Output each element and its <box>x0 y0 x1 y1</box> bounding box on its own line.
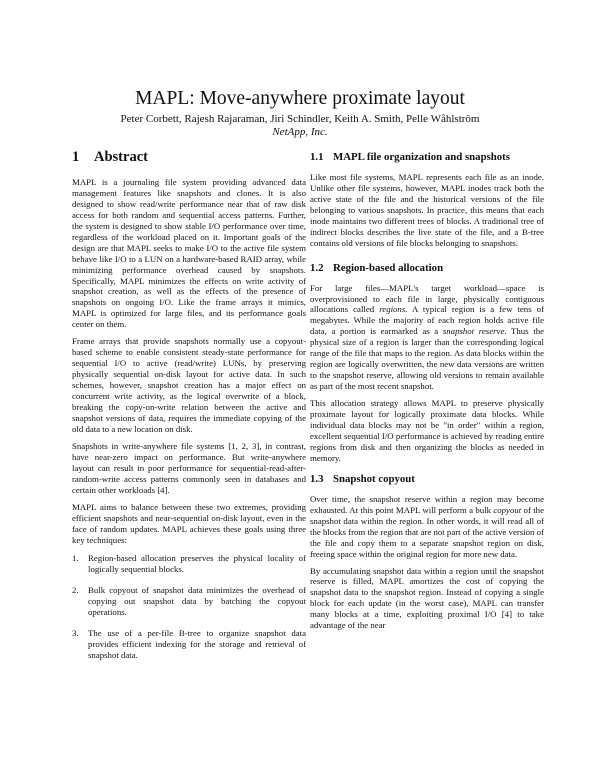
section-1-3-paragraph-1: Over time, the snapshot reserve within a region may become exhausted. At this point MAPL will perform a bulk copyout of the snapshot data within the region. In other words, it will read all of the blocks from the region that are not part of the active version of the file and copy them to a separate snapshot region on disk, freeing space within the original region for more new data. <box>310 493 544 559</box>
term-snapshot-reserve: snapshot reserve <box>442 326 505 337</box>
section-1-1-paragraph-1: Like most file systems, MAPL represents each file as an inode. Unlike other file systems, however, MAPL inodes track both the active state of the file and the historical versions of the file belonging to various snapshots. In practice, this means that each inode maintains two different trees of blocks. A traditional tree of indirect blocks describes the live state of the file, and a B-tree contains old versions of file blocks belonging to snapshots. <box>310 171 544 248</box>
section-title: Snapshot copyout <box>333 472 415 485</box>
list-number: 3. <box>72 628 79 639</box>
paper-title: MAPL: Move-anywhere proximate layout <box>135 88 465 109</box>
list-text: The use of a per-file B-tree to organize snapshot data provides efficient indexing for the storage and retrieval of snapshot data. <box>88 628 306 661</box>
section-number: 1.1 <box>310 151 324 163</box>
section-title: Region-based allocation <box>333 261 444 274</box>
author-list: Peter Corbett, Rajesh Rajaraman, Jiri Schindler, Keith A. Smith, Pelle Wåhlström <box>120 113 480 125</box>
subsection-heading-1-1 <box>310 152 544 163</box>
subsection-heading-1-3 <box>310 474 544 485</box>
left-column <box>72 149 306 671</box>
section-title: Abstract <box>94 149 148 165</box>
abstract-paragraph-2: Frame arrays that provide snapshots normally use a copyout-based scheme to enable consistent steady-state performance for sequential I/O to active (read/write) LUNs, by preserving physically sequential on-disk layout for active data. In such schemes, however, snapshot creation has a major effect on concurrent write activity, as the logical overwrite of a block, breaking the copy-on-write relation between the active and snapshot versions of data, requires the immediate copying of the old data to a new location on disk. <box>72 336 306 434</box>
technique-list <box>72 553 306 661</box>
right-column <box>310 152 544 637</box>
subsection-heading-1-2 <box>310 263 544 274</box>
section-number: 1.3 <box>310 472 324 485</box>
list-item <box>72 553 306 575</box>
list-item <box>72 628 306 661</box>
abstract-paragraph-4: MAPL aims to balance between these two extremes, providing efficient snapshots and near-sequential on-disk layout, even in the face of random updates. MAPL achieves these goals using three key techniques: <box>72 501 306 545</box>
list-text: Region-based allocation preserves the physical locality of logically sequential blocks. <box>88 553 306 575</box>
list-item <box>72 585 306 618</box>
abstract-paragraph-1: MAPL is a journaling file system providing advanced data management features like snapshots and clones. It is also designed to show read/write performance near that of raw disk access for both random and sequential access patterns. Further, the system is designed to show stable I/O performance over time, regardless of the workload placed on it. Important goals of the design are that MAPL seeks to make I/O to the active file system behave like I/O to a LUN on a hardware-based RAID array, while minimizing performance overhead caused by snapshots. Specifically, MAPL minimizes the effects on write activity of snapshot creation, as well as the effects of the presence of snapshots on ongoing I/O. Like the frame arrays it mimics, MAPL is optimized for large files, and its performance goals center on them. <box>72 176 306 330</box>
list-number: 1. <box>72 553 79 564</box>
term-regions: regions <box>379 304 406 315</box>
section-1-2-paragraph-2: This allocation strategy allows MAPL to preserve physically proximate layout for logically proximate data blocks. While individual data blocks may not be "in order" within a region, excellent sequential I/O performance is achieved by reading entire regions from disk and then organizing the blocks as needed in memory. <box>310 398 544 463</box>
list-number: 2. <box>72 585 79 596</box>
section-1-3-paragraph-2: By accumulating snapshot data within a region until the snapshot reserve is filled, MAPL amortizes the cost of copying the snapshot data to the snapshot region. Instead of copying a single block for each update (in the worst case), MAPL can transfer many blocks at a time, exploiting proximal I/O [4] to take advantage of the near <box>310 565 544 631</box>
abstract-paragraph-3: Snapshots in write-anywhere file systems [1, 2, 3], in contrast, have near-zero impact on performance. But write-anywhere layout can result in poor performance for sequential-read-after-random-write access patterns commonly seen in databases and certain other workloads [4]. <box>72 440 306 495</box>
abstract-heading <box>72 149 306 165</box>
affiliation: NetApp, Inc. <box>272 126 328 138</box>
list-text: Bulk copyout of snapshot data minimizes the overhead of copying out snapshot data by batching the copyout operations. <box>88 585 306 618</box>
term-copyout: copyout <box>493 504 522 515</box>
section-title: MAPL file organization and snapshots <box>333 151 510 163</box>
section-1-2-paragraph-1: For large files—MAPL's target workload—space is overprovisioned to each file in large, physically contiguous allocations called regions. A typical region is a few tens of megabytes. While the majority of each region holds active file data, a portion is earmarked as a snapshot reserve. Thus the physical size of a region is larger than the corresponding logical range of the file that maps to the region. As data blocks within the region are logically overwritten, the new data versions are written to the snapshot reserve, allowing old versions to remain available as part of the most recent snapshot. <box>310 282 545 392</box>
section-number: 1.2 <box>310 261 324 274</box>
section-number: 1 <box>72 149 80 165</box>
